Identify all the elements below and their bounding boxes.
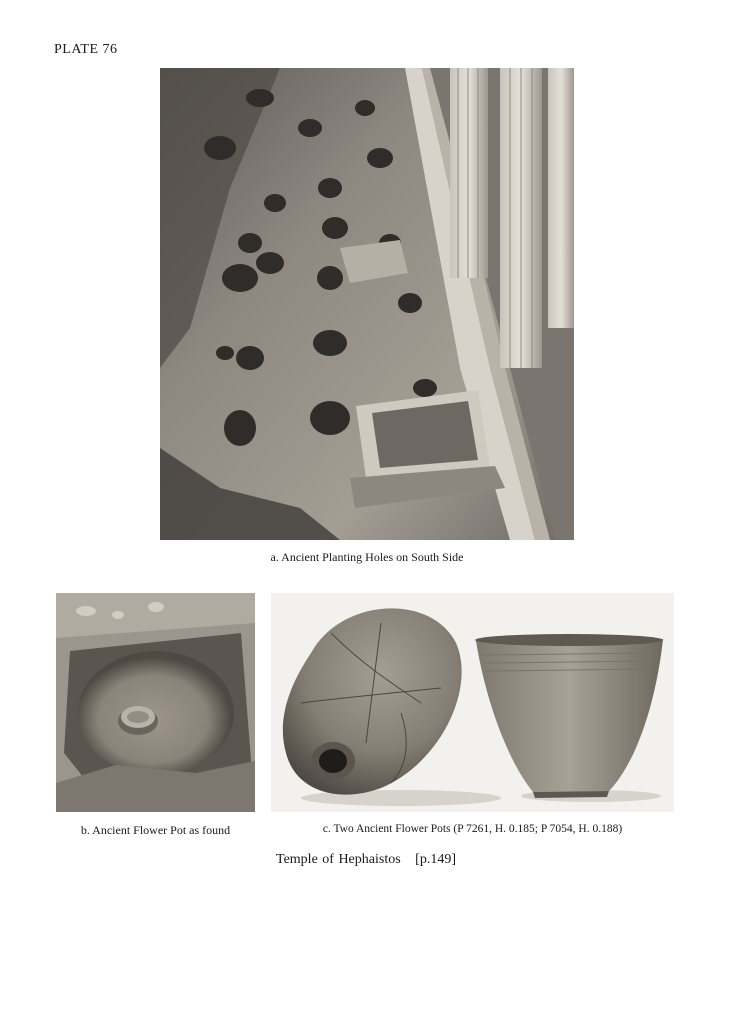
two-flower-pots-photo: [271, 593, 674, 812]
plate-label: PLATE 76: [54, 42, 118, 57]
page-footer: [0, 852, 732, 868]
figure-a-caption: a. Ancient Planting Holes on South Side: [270, 550, 464, 564]
figure-b-caption: b. Ancient Flower Pot as found: [80, 823, 231, 837]
flower-pot-in-situ-photo: [56, 593, 255, 812]
figure-c-caption: c. Two Ancient Flower Pots (P 7261, H. 0.185; P 7054, H. 0.188): [322, 823, 623, 835]
planting-holes-photo: [160, 68, 574, 540]
footer-title: Temple of Hephaistos: [276, 852, 401, 867]
footer-page-ref: [p.149]: [415, 852, 456, 867]
